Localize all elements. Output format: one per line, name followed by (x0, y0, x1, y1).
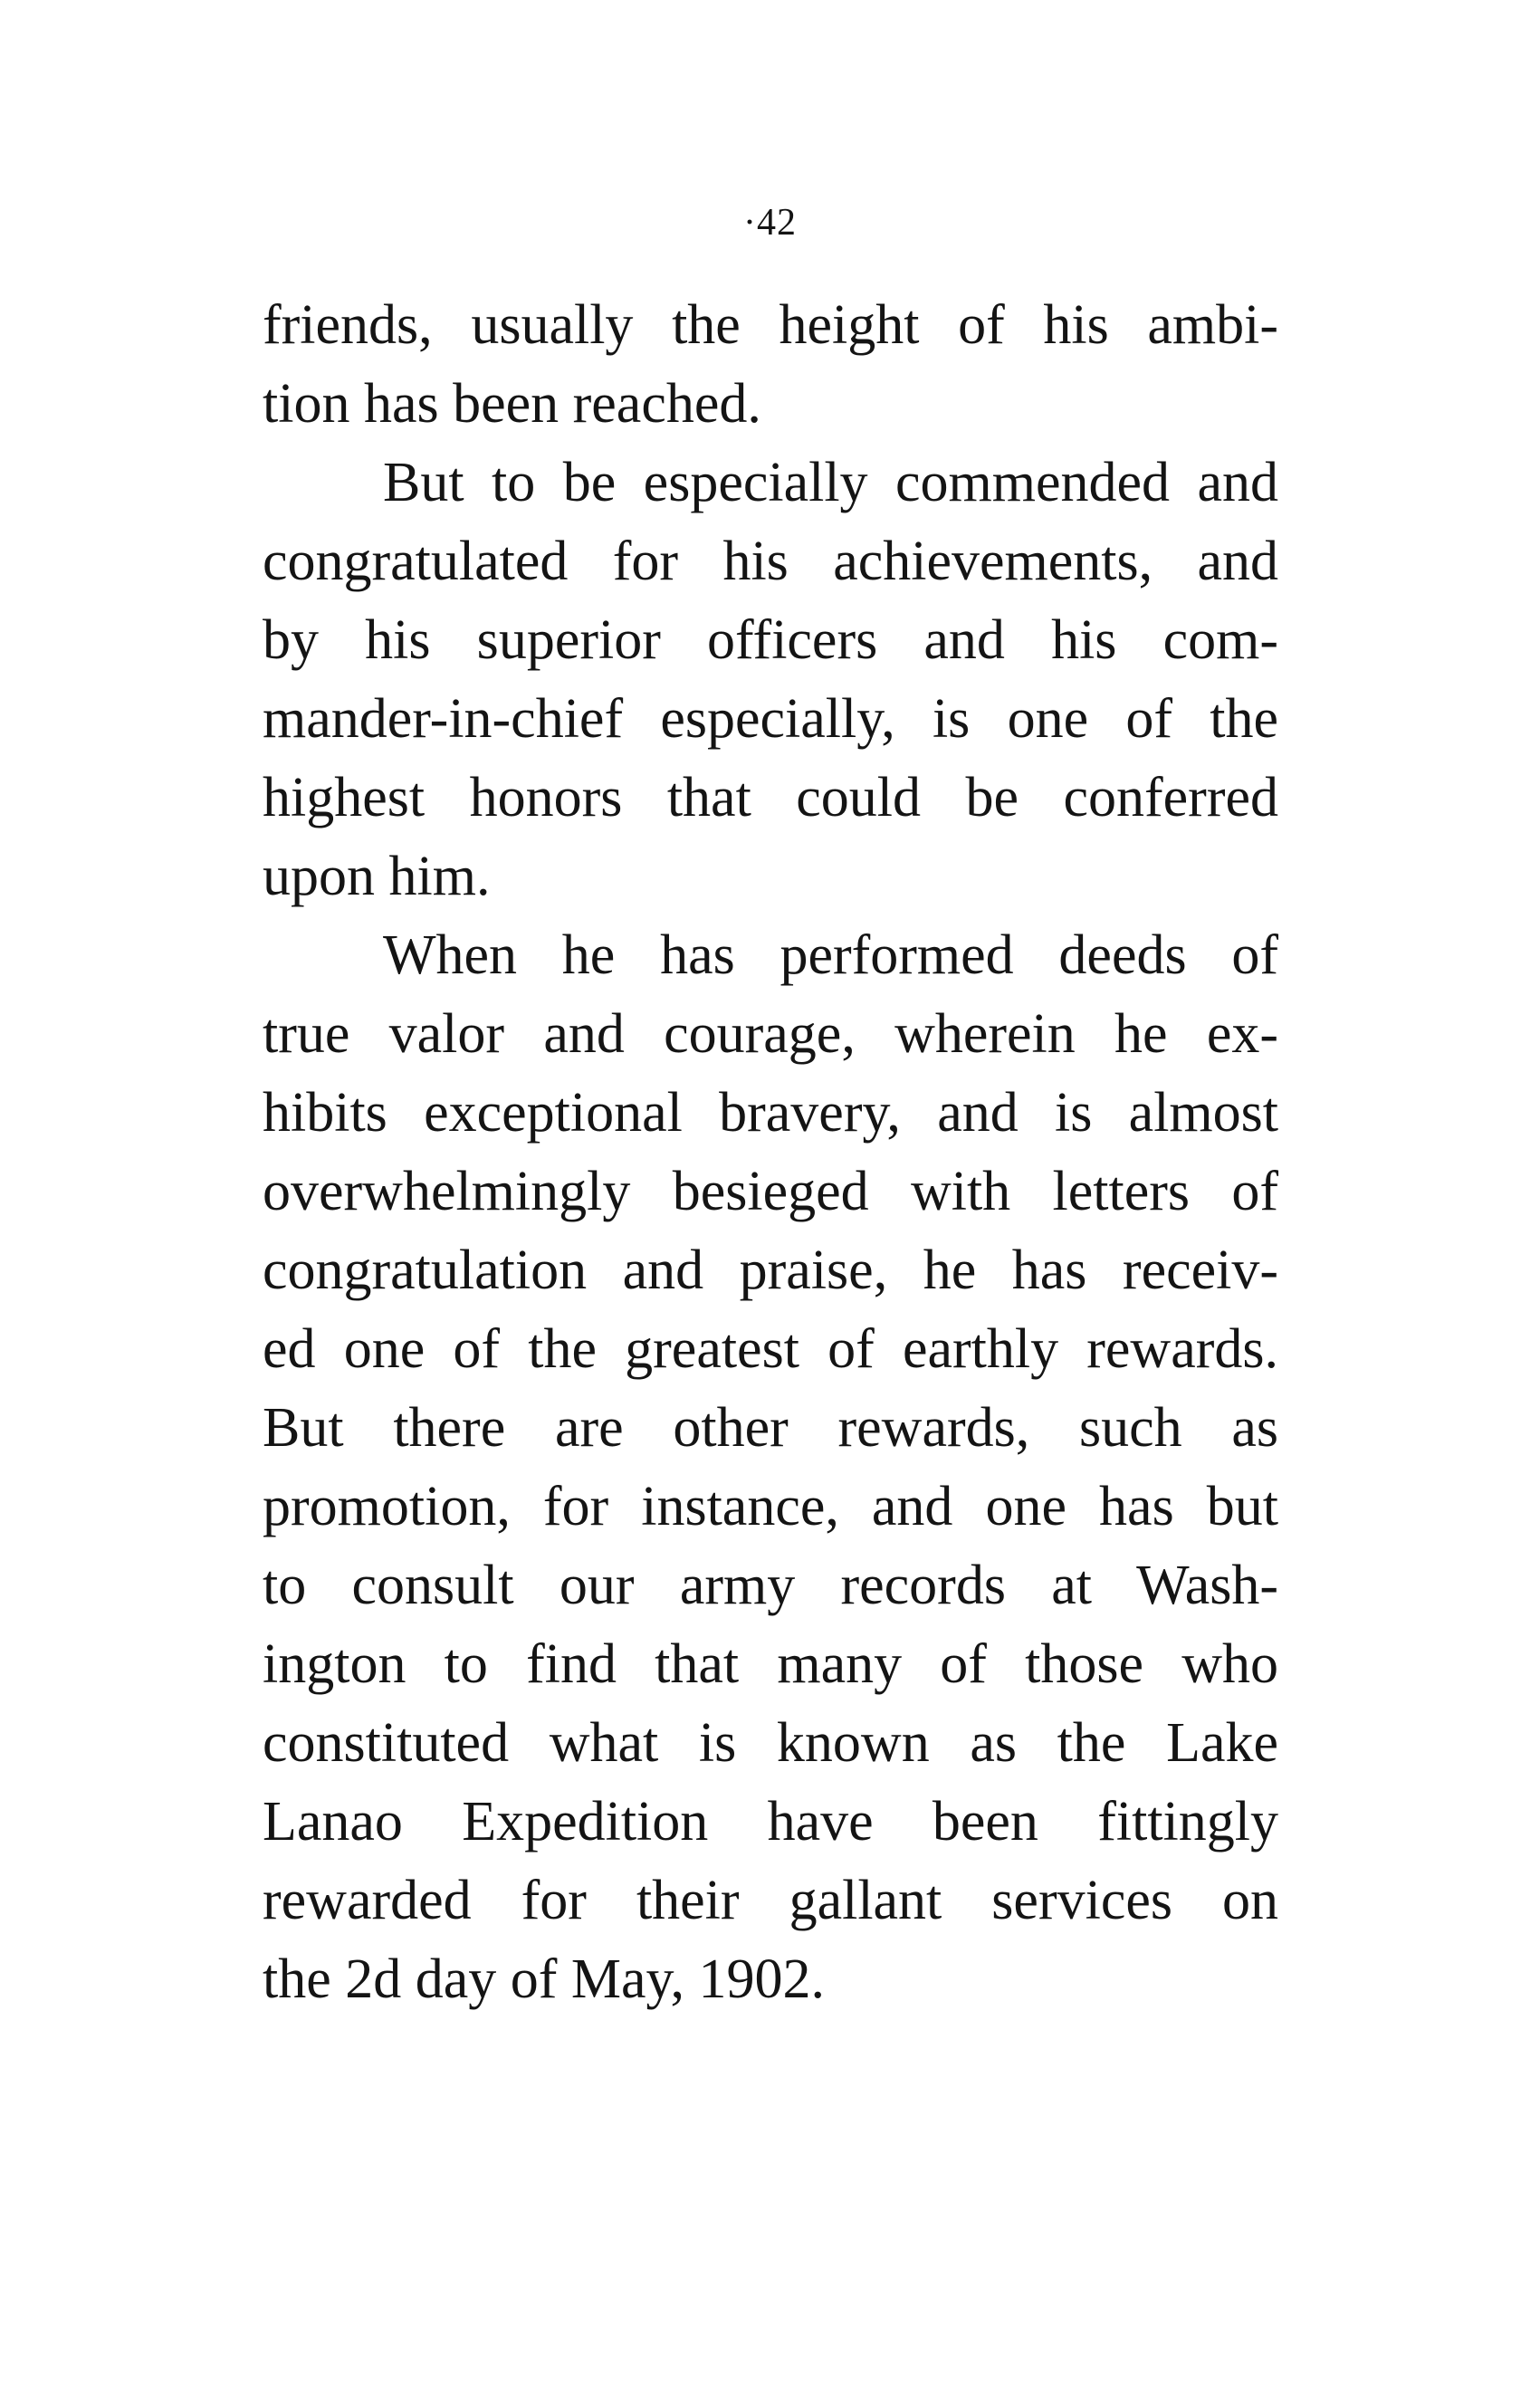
text-line: constituted what is known as the Lake (263, 1712, 1278, 1774)
text-line: friends, usually the height of his ambi- (263, 294, 1278, 356)
text-line: the 2d day of May, 1902. (263, 1948, 826, 2010)
text-line: congratulation and praise, he has receiv- (263, 1240, 1278, 1301)
text-line: tion has been reached. (263, 373, 761, 435)
text-line: overwhelmingly besieged with letters of (263, 1161, 1278, 1222)
text-line: ed one of the greatest of earthly rewards. (263, 1318, 1278, 1380)
text-line: But to be especially commended and (383, 452, 1278, 513)
text-line: When he has performed deeds of (383, 924, 1278, 986)
text-line: Lanao Expedition have been fittingly (263, 1791, 1278, 1853)
text-line: But there are other rewards, such as (263, 1397, 1278, 1459)
text-line: ington to find that many of those who (263, 1633, 1278, 1695)
text-line: to consult our army records at Wash- (263, 1555, 1278, 1616)
text-line: mander-in-chief especially, is one of the (263, 688, 1278, 750)
text-line: highest honors that could be conferred (263, 767, 1278, 828)
text-line: promotion, for instance, and one has but (263, 1476, 1278, 1537)
text-line: true valor and courage, wherein he ex- (263, 1003, 1278, 1065)
text-line: hibits exceptional bravery, and is almost (263, 1082, 1278, 1144)
text-line: congratulated for his achievements, and (263, 531, 1278, 592)
text-line: rewarded for their gallant services on (263, 1870, 1278, 1931)
page-number: ·42 (743, 202, 797, 244)
text-line: by his superior officers and his com- (263, 609, 1278, 671)
text-line: upon him. (263, 846, 491, 907)
